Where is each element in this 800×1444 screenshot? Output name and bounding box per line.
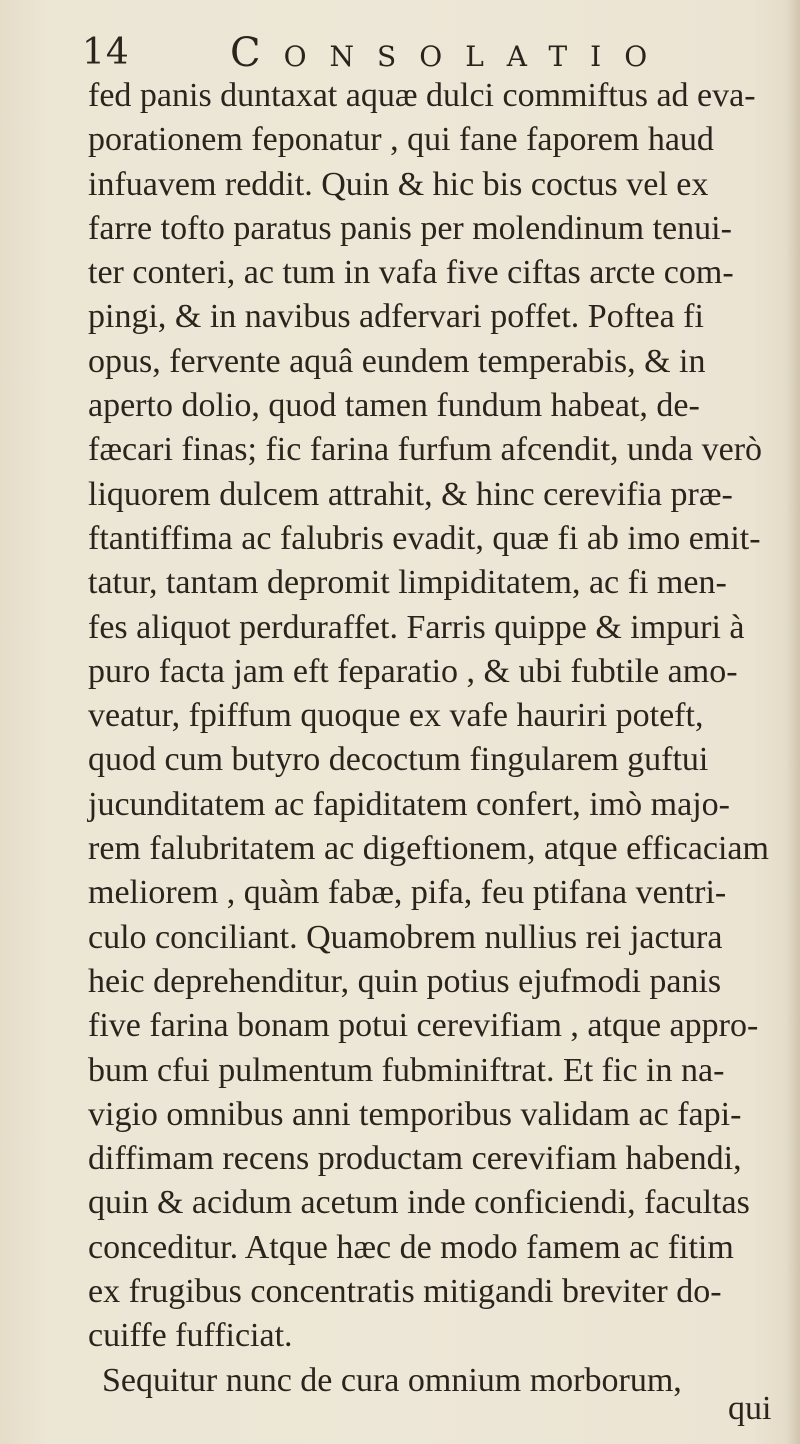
text-line: jucunditatem ac fapiditatem confert, imò majo-	[88, 785, 730, 823]
text-line: farre tofto paratus panis per molendinum tenui-	[88, 209, 732, 247]
text-line: veatur, fpiffum quoque ex vafe hauriri poteft,	[88, 697, 704, 735]
text-line: bum cfui pulmentum fubminiftrat. Et fic in na-	[88, 1051, 725, 1089]
text-line: cuiffe fufficiat.	[88, 1317, 293, 1355]
text-line: liquorem dulcem attrahit, & hinc cerevifia præ-	[88, 475, 733, 513]
text-line: porationem feponatur , qui fane faporem haud	[88, 121, 714, 159]
text-line: aperto dolio, quod tamen fundum habeat, de-	[88, 387, 700, 425]
text-line: infuavem reddit. Quin & hic bis coctus vel ex	[88, 165, 709, 203]
text-line: quin & acidum acetum inde conficiendi, facultas	[88, 1184, 750, 1222]
text-line: ftantiffima ac falubris evadit, quæ fi ab imo emit-	[88, 519, 761, 557]
text-line: diffimam recens productam cerevifiam habendi,	[88, 1140, 742, 1178]
text-line: fes aliquot perduraffet. Farris quippe & impuri à	[88, 608, 745, 646]
text-line: meliorem , quàm fabæ, pifa, feu ptifana ventri-	[88, 874, 727, 912]
text-line: rem falubritatem ac digeftionem, atque efficaciam	[88, 830, 769, 868]
text-line: fed panis duntaxat aquæ dulci commiftus ad eva-	[88, 77, 756, 114]
text-line: pingi, & in navibus adfervari poffet. Poftea fi	[88, 298, 704, 336]
text-line: conceditur. Atque hæc de modo famem ac fitim	[88, 1228, 734, 1266]
text-line: heic deprehenditur, quin potius ejufmodi panis	[88, 962, 722, 1000]
text-line: tatur, tantam depromit limpiditatem, ac fi men-	[88, 564, 727, 602]
catchword: qui	[728, 1390, 772, 1427]
text-line: fæcari finas; fic farina furfum afcendit, unda verò	[88, 431, 763, 469]
text-line: vigio omnibus anni temporibus validam ac fapi-	[88, 1095, 742, 1133]
text-line: ex frugibus concentratis mitigandi breviter do-	[88, 1273, 722, 1311]
text-line: quod cum butyro decoctum fingularem guftui	[88, 741, 709, 779]
page-edge-shadow	[786, 0, 800, 1444]
page-number: 14	[82, 32, 130, 73]
text-line: culo conciliant. Quamobrem nullius rei jactura	[88, 918, 723, 956]
text-line: puro facta jam eft feparatio , & ubi fubtile amo-	[88, 652, 738, 690]
text-line: opus, fervente aquâ eundem temperabis, & in	[88, 342, 706, 380]
text-line: five farina bonam potui cerevifiam , atque appro-	[88, 1007, 759, 1045]
text-line: Sequitur nunc de cura omnium morborum,	[102, 1361, 682, 1399]
page-header	[82, 30, 722, 78]
text-line: ter conteri, ac tum in vafa five ciftas arcte com-	[88, 254, 734, 292]
body-text	[88, 74, 788, 1403]
running-title: Consolatio	[230, 30, 671, 76]
